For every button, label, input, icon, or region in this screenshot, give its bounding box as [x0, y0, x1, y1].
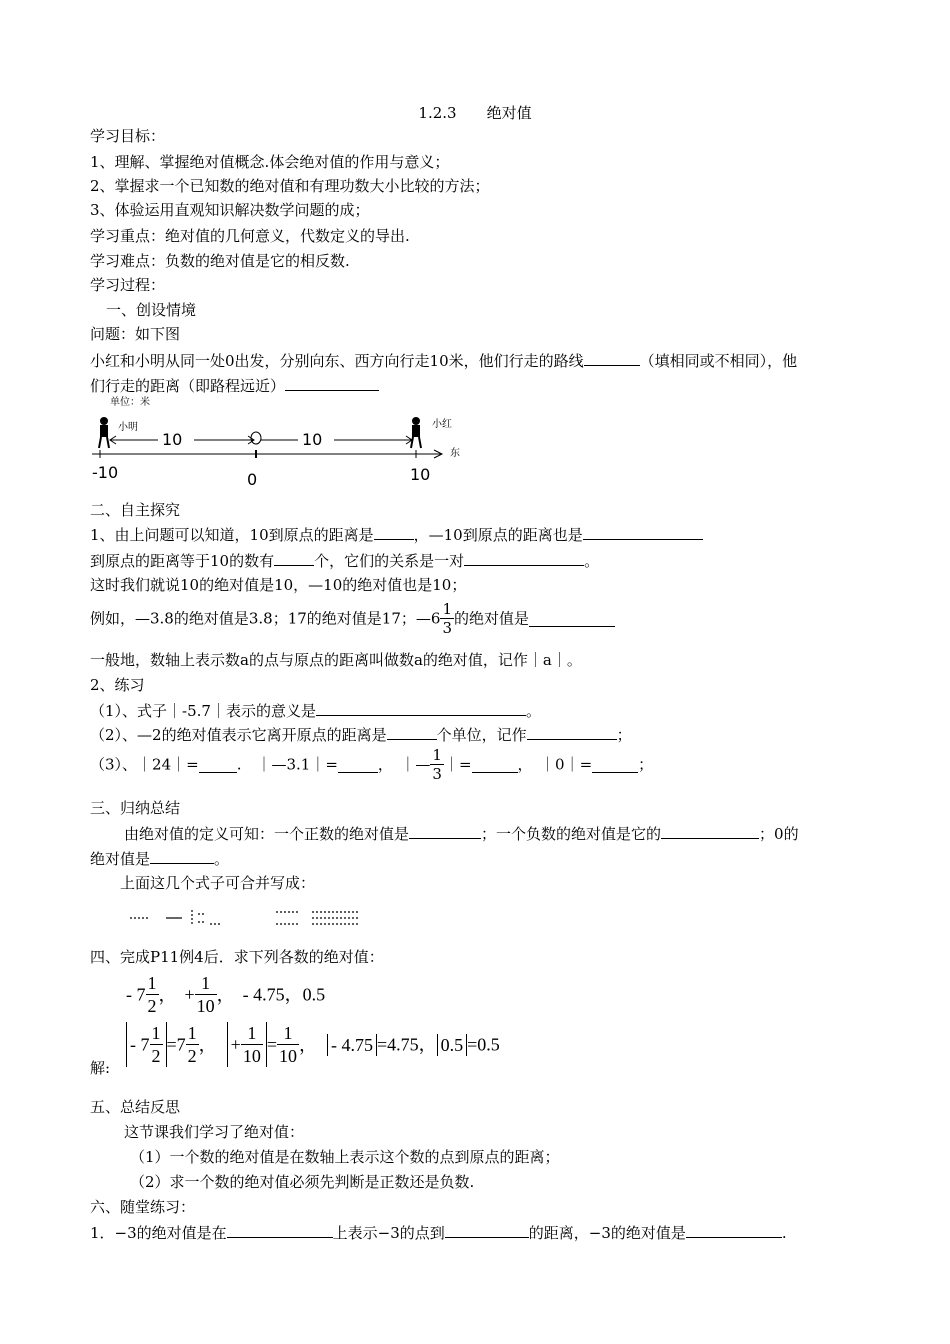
section1-question: 问题：如下图 — [90, 325, 181, 343]
section6-line: 1．−3的绝对值是在 上表示−3的点到 的距离，−3的绝对值是 . — [90, 1224, 787, 1242]
figure-right-name: 小红 — [432, 419, 452, 430]
number-line-figure — [90, 392, 470, 488]
blank[interactable] — [529, 611, 615, 627]
blank[interactable] — [227, 1222, 333, 1238]
blank[interactable] — [445, 1222, 529, 1238]
goal-item: 1、理解、掌握绝对值概念.体会绝对值的作用与意义； — [90, 153, 450, 171]
section6-heading: 六、随堂练习： — [90, 1198, 196, 1216]
section5-heading: 五、总结反思 — [90, 1098, 181, 1116]
blank[interactable] — [338, 757, 378, 773]
blank[interactable] — [316, 700, 526, 716]
blank[interactable] — [472, 757, 518, 773]
section3-line: 由绝对值的定义可知：一个正数的绝对值是 ；一个负数的绝对值是它的 ；0的 — [124, 825, 799, 843]
key-point: 学习重点：绝对值的几何意义，代数定义的导出. — [90, 227, 410, 245]
blank[interactable] — [409, 823, 481, 839]
section3-line: 上面这几个式子可合并写成： — [120, 874, 316, 892]
practice-item: （3）、｜24｜= . ｜—3.1｜= ， ｜— $\frac{1}{3}$ ｜= ， ｜0｜= ； — [90, 746, 654, 783]
blank[interactable] — [387, 724, 437, 740]
practice-item: （1）、式子｜-5.7｜表示的意义是 。 — [90, 702, 541, 720]
goal-item: 3、体验运用直观知识解决数学问题的成； — [90, 201, 370, 219]
section3-heading: 三、归纳总结 — [90, 799, 181, 817]
figure-east: 东 — [450, 448, 460, 459]
section2-example: 例如，—3.8的绝对值是3.8；17的绝对值是17；—6 $\frac{1}{3}$ 的绝对值是 — [90, 600, 615, 637]
difficulty: 学习难点：负数的绝对值是它的相反数. — [90, 252, 350, 270]
garbled-formula-image — [126, 906, 366, 930]
person-xiaoming-icon — [99, 417, 109, 448]
figure-left-name: 小明 — [118, 422, 138, 433]
section2-line: 这时我们就说10的绝对值是10，—10的绝对值也是10； — [90, 576, 467, 594]
section2-line: 一般地，数轴上表示数a的点与原点的距离叫做数a的绝对值，记作｜a｜。 — [90, 651, 582, 669]
section2-line: 1、由上问题可以知道，10到原点的距离是 ，—10到原点的距离也是 — [90, 524, 703, 545]
blank[interactable] — [592, 757, 638, 773]
section2-heading: 二、自主探究 — [90, 501, 181, 519]
blank[interactable] — [374, 524, 414, 540]
section4-heading: 四、完成P11例4后．求下列各数的绝对值： — [90, 948, 384, 966]
section5-line: （1）一个数的绝对值是在数轴上表示这个数的点到原点的距离； — [130, 1148, 560, 1166]
goal-item: 2、掌握求一个已知数的绝对值和有理功数大小比较的方法； — [90, 177, 490, 195]
blank[interactable] — [661, 823, 759, 839]
page-title: 1.2.3 绝对值 — [418, 104, 532, 122]
section4-solution: - 7 $\frac{1}{2}$ =7 $\frac{1}{2}$ ， + $\frac{1}{10}$ = $\frac{1}{10}$ ， - 4.75 =4.75， 0.5 =0.5 — [126, 1022, 500, 1067]
blank[interactable] — [583, 524, 703, 540]
section1-heading: 一、创设情境 — [106, 301, 197, 319]
section3-line: 绝对值是 。 — [90, 850, 230, 868]
blank[interactable] — [285, 375, 379, 391]
blank[interactable] — [274, 550, 314, 566]
practice-item: （2）、—2的绝对值表示它离开原点的距离是 个单位，记作 ； — [90, 726, 632, 744]
practice-heading: 2、练习 — [90, 676, 145, 694]
section1-text: 小红和小明从同一处0出发，分别向东、西方向行走10米，他们行走的路线 （填相同或不相同），他 — [90, 352, 798, 370]
figure-tick-mid: 0 — [247, 470, 258, 488]
figure-tick-left: -10 — [92, 463, 119, 482]
section4-question: - 7 $\frac{1}{2}$ ， + $\frac{1}{10}$ ， - 4.75，0.5 — [126, 973, 326, 1016]
blank[interactable] — [150, 848, 214, 864]
figure-dist-right: 10 — [302, 430, 323, 449]
section5-line: 这节课我们学习了绝对值： — [124, 1123, 305, 1141]
section5-line: （2）求一个数的绝对值必须先判断是正数还是负数. — [130, 1173, 475, 1191]
section2-line: 到原点的距离等于10的数有 个，它们的关系是一对 。 — [90, 552, 600, 570]
figure-unit: 单位：米 — [110, 397, 150, 408]
person-xiaohong-icon — [411, 417, 421, 448]
blank[interactable] — [527, 724, 617, 740]
blank[interactable] — [199, 757, 237, 773]
solution-label: 解: — [90, 1059, 111, 1077]
figure-dist-left: 10 — [162, 430, 183, 449]
blank[interactable] — [584, 350, 640, 366]
goals-heading: 学习目标： — [90, 127, 166, 145]
figure-tick-right: 10 — [410, 465, 431, 484]
process-heading: 学习过程： — [90, 276, 166, 294]
blank[interactable] — [464, 550, 584, 566]
blank[interactable] — [686, 1222, 782, 1238]
section1-text: 们行走的距离（即路程远近） — [90, 375, 379, 396]
